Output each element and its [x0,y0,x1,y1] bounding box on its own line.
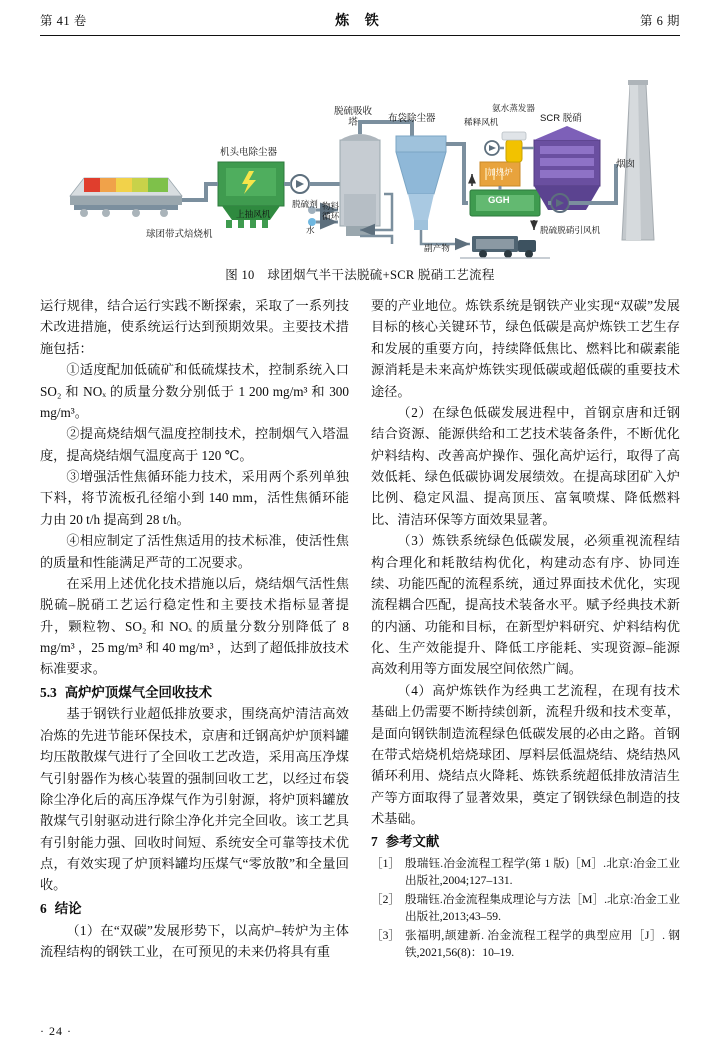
section-number: 7 [371,834,378,850]
section-number: 6 [40,900,47,916]
dilution-fan [485,141,504,155]
desulfurization-tower [340,134,380,236]
issue-label: 第 6 期 [639,14,680,28]
reference-number: ［1］ [371,857,400,871]
dilution-fan-label: 稀释风机 [464,117,499,127]
ammonia-evaporator-label: 氨水蒸发器 [492,103,535,113]
reference-item [371,927,680,962]
grate-kiln-label: 球团带式焙烧机 [146,229,213,240]
section-heading-6 [40,898,349,920]
reference-item [371,855,680,890]
scr-label: SCR 脱硝 [540,113,582,124]
running-head [40,0,680,30]
reference-number: ［3］ [371,928,400,942]
bag-filter [396,136,470,244]
figure-caption: 图 10 球团烟气半干法脱硫+SCR 脱硝工艺流程 [225,268,495,282]
paragraph: （2）在绿色低碳发展进程中，首钢京唐和迁钢结合资源、能源供给和工艺技术装备条件，不断优化炉料结构、改善高炉操作、强化高炉运行，取得了高效低耗、绿色低碳协调发展绩效。在提高球团矿入炉比例、稳定风温、提高顶压、富氧喷煤、降低燃料比、清洁环保等方面效果显著。 [371,404,680,527]
desulf-tower-label: 脱硫吸收塔 [334,106,373,128]
paragraph: ①适度配加低硫矿和低硫煤技术，控制系统入口 SO₂ 和 NOₓ 的质量分数分别低于 1 200 mg/m³ 和 300 mg/m³。 [40,362,349,420]
paragraph: （1）在“双碳”发展形势下，以高炉–转炉为主体流程结构的钢铁工业，在可预见的未来仍将具有重 [40,922,349,959]
journal-title: 炼 铁 [335,14,385,29]
up-draw-fan-label: 上抽风机 [236,209,271,219]
grate-kiln-machine [70,178,182,217]
figure-10 [40,44,680,283]
paragraph: （3）炼铁系统绿色低碳发展，必须重视流程结构合理化和耗散结构优化，构建动态有序、协同连续、功能匹配的流程系统，通过界面技术优化，实现流程耦合匹配，提高技术装备水平。赋予经典技术新的内涵、功能和目标，在新型炉料研究、炉料结构优化、生产效能提升、降低工序能耗、实现资源–能源高效利用等方面发展空间依然广阔。 [371,533,680,677]
paragraph: ②提高烧结烟气温度控制技术，控制烟气入塔温度，提高烧结烟气温度高于 120 ℃。 [40,426,349,463]
bag-filter-label: 布袋除尘器 [388,113,436,124]
reference-item [371,891,680,926]
paragraph: ③增强活性焦循环能力技术，采用两个系列单独下料，将节流板孔径缩小到 140 mm，活性焦循环能力由 20 t/h 提高到 28 t/h。 [40,469,349,527]
id-fan-label: 脱硫脱硝引风机 [540,225,601,235]
header-rule [40,35,680,36]
paragraph: ④相应制定了活性焦适用的技术标准，使活性焦的质量和性能满足严苛的工况要求。 [40,533,349,570]
paragraph: （4）高炉炼铁作为经典工艺流程，在现有技术基础上仍需要不断持续创新，流程升级和技术变革，是面向钢铁制造流程绿色低碳发展的必由之路。首钢在带式焙烧机焙烧球团、厚料层低温烧结、烧结热风循环利用、烧结点火降耗、炼铁系统超低排放清洁生产等方面取得了显著效果，奠定了钢铁绿色制造的技术基础。 [371,682,680,826]
paragraph: 要的产业地位。炼铁系统是钢铁产业实现“双碳”发展目标的核心关键环节，绿色低碳是高炉炼铁工艺生存和发展的重要方向，持续降低焦比、燃料比和碳素能源消耗是未来高炉炼铁实现低碳或超低碳的重要技术途径。 [371,298,680,399]
page-number: · 24 · [40,1024,72,1038]
byproduct-label: 副产物 [424,243,450,253]
reference-text: 张福明,颉建新. 冶金流程工程学的典型应用［J］. 钢铁,2021,56(8)：10–19. [405,928,680,960]
section-title: 参考文献 [385,834,440,850]
material-circulation-label: 物料循环 [322,201,340,221]
heater-label: 加热炉 [487,167,513,177]
reference-list [371,855,680,961]
stack-label: 烟囱 [616,159,636,170]
figure-diagram [40,44,680,259]
paragraph: 在采用上述优化技术措施以后，烧结烟气活性焦脱硫–脱硝工艺运行稳定性和主要技术指标显著提升，颗粒物、SO₂ 和 NOₓ 的质量分数分别降低了 8 mg/m³ ，25 mg/m³ 和 40 mg/m³ ，达到了超低排放技术标准要求。 [40,575,349,677]
section-title: 高炉炉顶煤气全回收技术 [64,684,213,700]
right-column [371,295,680,962]
ggh-label: GGH [488,195,510,206]
section-heading-5-3 [40,682,349,704]
left-column [40,295,349,962]
water-label: 水 [306,225,315,235]
body-columns [40,295,680,962]
reference-text: 殷瑞钰.冶金流程集成理论与方法［M］.北京:冶金工业出版社,2013;43–59. [405,892,680,924]
section-title: 结论 [54,900,82,916]
reference-number: ［2］ [371,892,400,906]
paragraph: 运行规律，结合运行实践不断探索，采取了一系列技术改进措施，使系统运行达到预期效果。主要技术措施包括： [40,298,349,356]
paragraph: 基于钢铁行业超低排放要求，围绕高炉清洁高效冶炼的先进节能环保技术，京唐和迁钢高炉炉顶料罐均压散散煤气进行了全回收工艺改造，采用高压净煤气引射器作为核心装置的强制回收工艺，以经过布袋除尘净化后的高压净煤气作为引射源，将炉顶料罐放散煤气引射驱动进行除尘净化并完全回收。该工艺具有引射能力强、回收时间短、系统安全可靠等技术优点，有效实现了炉顶料罐均压煤气“零放散”和全量回收。 [40,706,349,893]
esp-label: 机头电除尘器 [220,147,278,158]
section-heading-7 [371,831,680,853]
section-number: 5.3 [40,684,57,700]
volume-label: 第 41 卷 [40,14,87,28]
ammonia-evaporator [502,132,534,162]
up-draw-fan [284,175,340,193]
byproduct-truck [472,236,536,258]
desulf-agent-label: 脱硫剂 [292,199,318,209]
reference-text: 殷瑞钰.冶金流程工程学(第 1 版)［M］.北京:冶金工业出版社,2004;127–131. [405,857,680,888]
